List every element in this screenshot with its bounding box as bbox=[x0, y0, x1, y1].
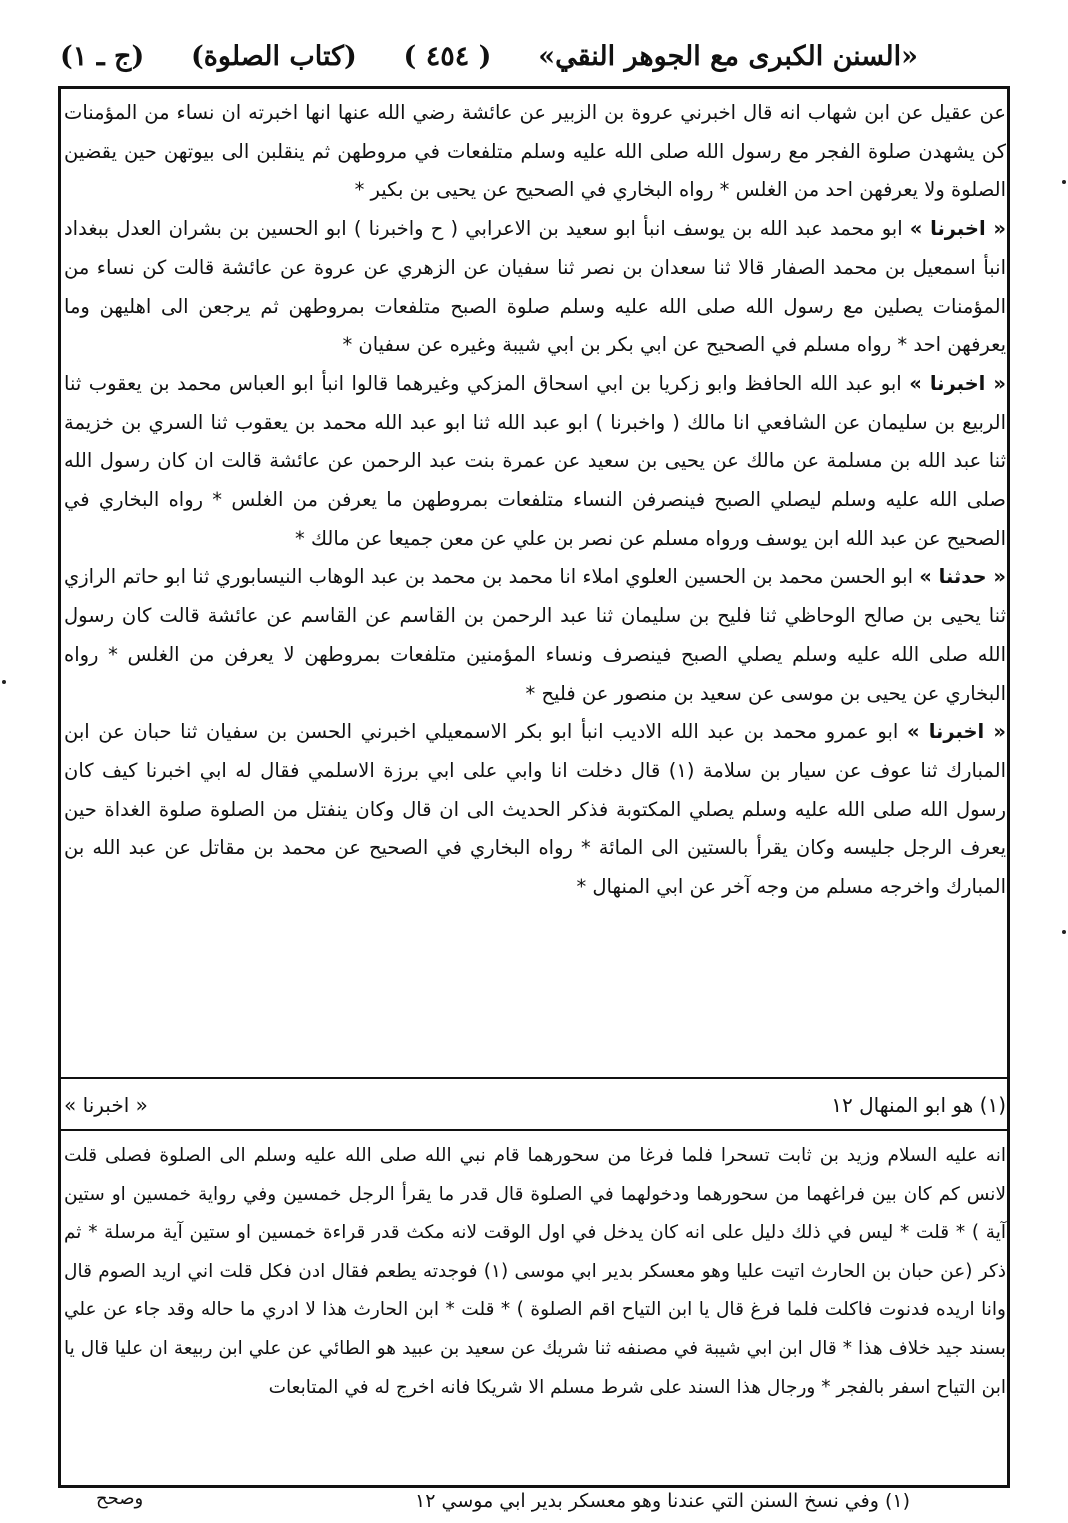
main-text bbox=[64, 94, 1006, 907]
header-volume: (ج ـ ١) bbox=[60, 40, 145, 72]
catchword: « اخبرنا » bbox=[64, 1093, 148, 1117]
paragraph-lead: « حدثنا » bbox=[919, 565, 1006, 589]
footnote-row bbox=[64, 1085, 1006, 1125]
hadith-paragraph bbox=[64, 558, 1006, 713]
header-page-number: ( ٤٥٤ ) bbox=[403, 40, 492, 72]
footnote-text: (١) هو ابو المنهال ١٢ bbox=[831, 1093, 1006, 1117]
header-title: «السنن الكبرى مع الجوهر النقي» bbox=[538, 40, 918, 72]
paragraph-text: ابو محمد عبد الله بن يوسف انبأ ابو سعيد بن الاعرابي ( ح واخبرنا ) ابو الحسين بن بشران العدل ببغداد انبأ اسمعيل بن محمد الصفار قالا ثنا سعدان بن نصر ثنا سفيان عن الزهري عن عروة عن عائشة قالت كن نساء من المؤمنات يصلين مع رسول الله صلى الله عليه وسلم صلوة الصبح متلفعات بمروطهن ثم يرجعن الى اهليهن وما يعرفهن احد * رواه مسلم في الصحيح عن ابي بكر بن ابي شيبة وغيره عن سفيان * bbox=[64, 217, 1006, 357]
paragraph-text: ابو عمرو محمد بن عبد الله الاديب انبأ ابو بكر الاسمعيلي اخبرني الحسن بن سفيان ثنا حبان عن ابن المبارك ثنا عوف عن سيار بن سلامة (١) قال دخلت انا وابي على ابي برزة الاسلمي فقال له ابي اخبرنا كيف كان رسول الله صلى الله عليه وسلم يصلي المكتوبة فذكر الحديث الى ان قال وكان ينفتل من الصلوة صلوة الغداة حين يعرف الرجل جليسه وكان يقرأ بالستين الى المائة * رواه البخاري في الصحيح عن محمد بن مقاتل عن عبد الله بن المبارك واخرجه مسلم من وجه آخر عن ابي المنهال * bbox=[64, 720, 1006, 899]
margin-note: (١) وفي نسخ السنن التي عندنا وهو معسكر بدير ابي موسي ١٢ bbox=[415, 1490, 910, 1512]
correction-mark: وصحح bbox=[96, 1488, 144, 1509]
paragraph-lead: « اخبرنا » bbox=[909, 371, 1006, 395]
scan-speck bbox=[1062, 180, 1066, 184]
hadith-paragraph bbox=[64, 713, 1006, 907]
divider-line bbox=[61, 1129, 1007, 1131]
running-header bbox=[60, 32, 918, 80]
paragraph-lead: « اخبرنا » bbox=[906, 720, 1006, 744]
hadith-paragraph bbox=[64, 94, 1006, 210]
commentary-text: انه عليه السلام وزيد بن ثابت تسحرا فلما فرغا من سحورهما قام نبي الله صلى الله عليه وسلم الى الصلوة فصلى قلت لانس كم كان بين فراغهما من سحورهما ودخولهما في الصلوة قال قدر ما يقرأ الرجل خمسين وفي رواية خمسين او ستين آية ) * قلت * ليس في ذلك دليل على انه كان يدخل في اول الوقت لانه مكث قدر قراءة خمسين او ستين آية مرسلة * ثم ذكر (عن حبان بن الحارث اتيت عليا وهو معسكر بدير ابي موسى (١) فوجدته يطعم فقال ادن فكل قلت اني اريد الصوم قال وانا اريده فدنوت فاكلت فلما فرغ قال يا ابن التياح اقم الصلوة ) * قلت * ابن الحارث هذا لا ادري ما حاله وقد جاء عن علي بسند جيد خلاف هذا * قال ابن ابي شيبة في مصنفه ثنا شريك عن سعيد بن عبيد هو الطائي عن علي ابن ربيعة ان عليا قال يا ابن التياح اسفر بالفجر * ورجال هذا السند على شرط مسلم الا شريكا فانه اخرج له في المتابعات bbox=[64, 1145, 1007, 1398]
paragraph-text: عن عقيل عن ابن شهاب انه قال اخبرني عروة بن الزبير عن عائشة رضي الله عنها انها اخبرته ان نساء من المؤمنات كن يشهدن صلوة الفجر مع رسول الله صلى الله عليه وسلم متلفعات في مروطهن ثم ينقلبن الى بيوتهن حين يقضين الصلوة ولا يعرفهن احد من الغلس * رواه البخاري في الصحيح عن يحيى بن بكير * bbox=[64, 101, 1006, 202]
paragraph-text: ابو عبد الله الحافظ وابو زكريا بن ابي اسحاق المزكي وغيرهما قالوا انبأ ابو العباس محمد بن يعقوب ثنا الربيع بن سليمان عن الشافعي انا مالك ( واخبرنا ) ابو عبد الله ثنا ابو عبد الله محمد بن يعقوب ثنا السري بن خزيمة ثنا عبد الله بن مسلمة عن مالك عن يحيى بن سعيد عن عمرة بنت عبد الرحمن عن عائشة قالت ان كان رسول الله صلى الله عليه وسلم ليصلي الصبح فينصرفن النساء متلفعات بمروطهن ما يعرفن من الغلس * رواه البخاري في الصحيح عن عبد الله ابن يوسف ورواه مسلم عن نصر بن علي عن معن جميعا عن مالك * bbox=[64, 371, 1006, 550]
paragraph-text: ابو الحسن محمد بن الحسين العلوي املاء انا محمد بن محمد بن عبد الوهاب النيسابوري ثنا ابو حاتم الرازي ثنا يحيى بن صالح الوحاظي ثنا فليح بن سليمان ثنا عبد الرحمن بن القاسم عن القاسم عن عائشة قالت كان رسول الله صلى الله عليه وسلم يصلي الصبح فينصرف ونساء المؤمنين متلفعات بمروطهن لا يعرفن من الغلس * رواه البخاري عن يحيى بن موسى عن سعيد بن منصور عن فليح * bbox=[64, 565, 1006, 705]
paragraph-lead: « اخبرنا » bbox=[909, 217, 1006, 241]
hadith-paragraph bbox=[64, 210, 1006, 365]
header-book-name: (كتاب الصلوة) bbox=[191, 40, 357, 72]
hadith-paragraph bbox=[64, 365, 1006, 559]
scan-speck bbox=[2, 680, 6, 684]
scan-speck bbox=[1062, 930, 1066, 934]
divider-line bbox=[61, 1077, 1007, 1079]
